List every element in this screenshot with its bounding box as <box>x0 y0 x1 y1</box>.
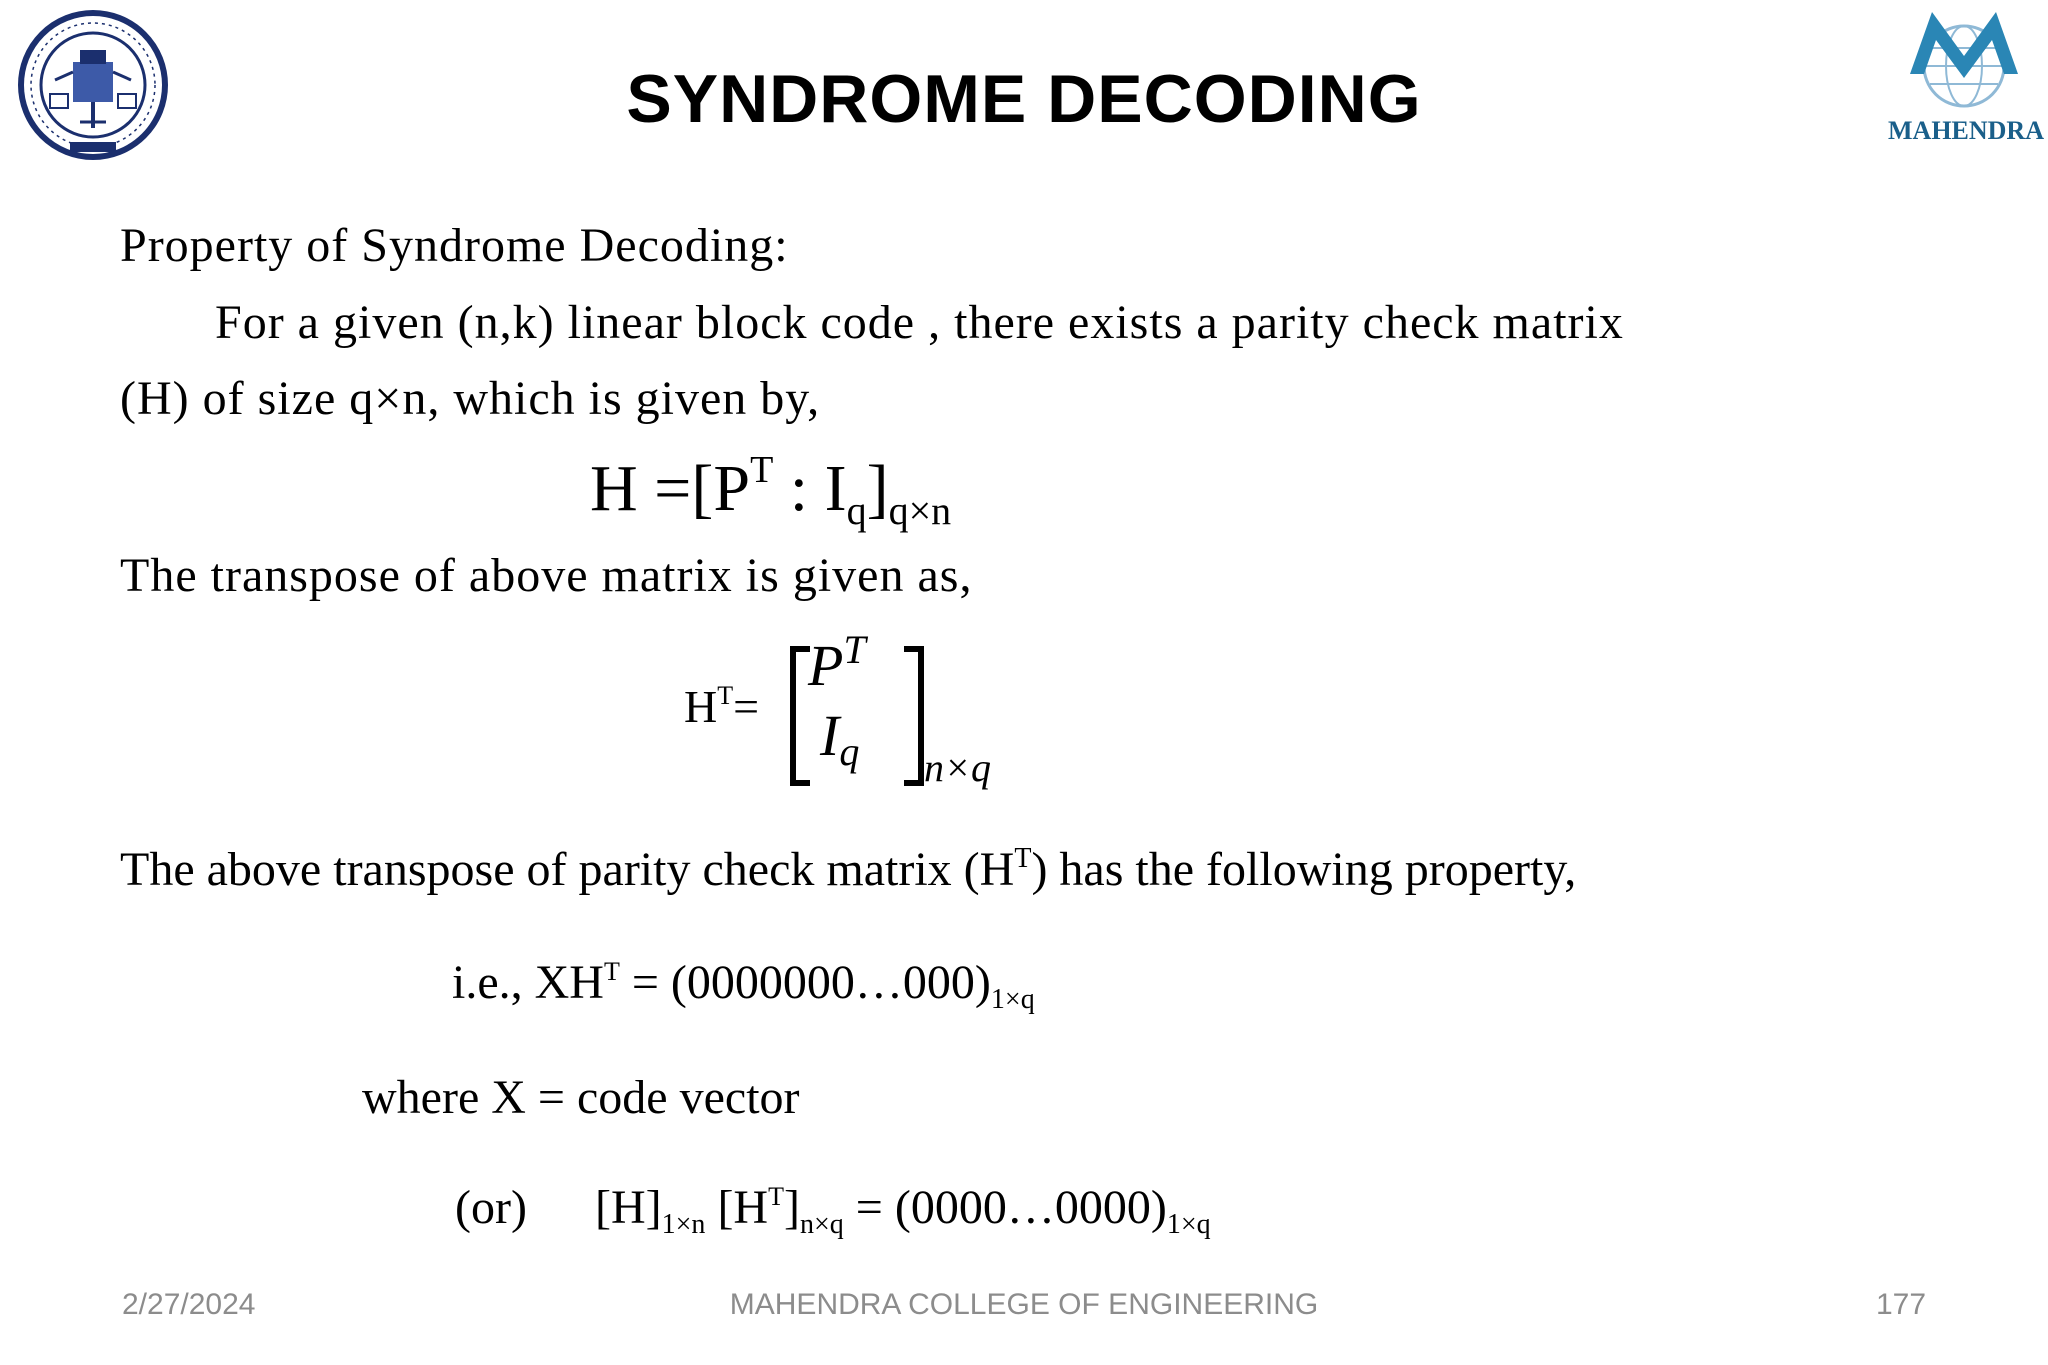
parity-matrix-equation <box>590 448 951 534</box>
matrix-lhs-eq: = <box>733 681 760 732</box>
matrix-top-entry <box>808 626 866 699</box>
property-line <box>120 842 1576 897</box>
property-line-sup: T <box>1014 843 1032 874</box>
or-equation <box>455 1180 1211 1241</box>
footer-date: 2/27/2024 <box>122 1288 256 1321</box>
or-rhs: = (0000…0000) <box>843 1181 1167 1234</box>
or-rhs-sub: 1×q <box>1166 1209 1211 1240</box>
xht-equation <box>452 955 1035 1016</box>
slide-title: SYNDROME DECODING <box>626 61 1422 137</box>
or-ht-sub: n×q <box>799 1209 844 1240</box>
matrix-top-sup: T <box>843 627 866 672</box>
footer-page-number: 177 <box>1876 1288 1927 1321</box>
eq-h-lhs: H =[P <box>590 452 751 525</box>
body-line-1: For a given (n,k) linear block code , there exists a parity check matrix <box>215 296 1624 349</box>
eq-h-sub-q: q <box>846 488 867 533</box>
matrix-dimension: n×q <box>924 745 991 790</box>
or-label: (or) <box>455 1181 527 1234</box>
matrix-lhs-sup: T <box>717 681 734 710</box>
matrix-top-base: P <box>808 633 844 698</box>
footer-center-text: MAHENDRA COLLEGE OF ENGINEERING <box>729 1288 1319 1321</box>
or-ht-open: [H <box>705 1181 769 1234</box>
matrix-bottom-base: I <box>820 703 840 768</box>
property-heading: Property of Syndrome Decoding: <box>120 219 789 272</box>
property-line-before: The above transpose of parity check matrix (H <box>120 843 1015 896</box>
eq-h-dim: q×n <box>888 488 952 533</box>
or-h-sub: 1×n <box>661 1209 706 1240</box>
transpose-matrix <box>680 620 1040 790</box>
matrix-bottom-entry <box>820 702 859 775</box>
transpose-line: The transpose of above matrix is given as, <box>120 549 973 602</box>
or-ht-close: ] <box>783 1181 800 1234</box>
matrix-right-bracket <box>904 646 924 786</box>
matrix-bottom-sub: q <box>839 729 860 774</box>
property-line-after: ) has the following property, <box>1031 843 1577 896</box>
eq-h-colon: : I <box>773 452 847 525</box>
where-line: where X = code vector <box>362 1071 800 1124</box>
or-h: [H] <box>595 1181 662 1234</box>
mahendra-logo-text: MAHENDRA <box>1888 116 2044 145</box>
or-ht-sup: T <box>768 1182 784 1211</box>
matrix-lhs <box>684 680 759 733</box>
eq-h-close: ] <box>866 452 889 525</box>
xht-prefix: i.e., XH <box>452 956 604 1009</box>
xht-sup: T <box>603 957 620 986</box>
matrix-left-bracket <box>790 646 810 786</box>
matrix-lhs-base: H <box>684 681 718 732</box>
eq-h-sup: T <box>750 449 774 491</box>
body-line-2: (H) of size q×n, which is given by, <box>120 372 821 425</box>
xht-sub: 1×q <box>990 984 1035 1015</box>
xht-middle: = (0000000…000) <box>619 956 991 1009</box>
